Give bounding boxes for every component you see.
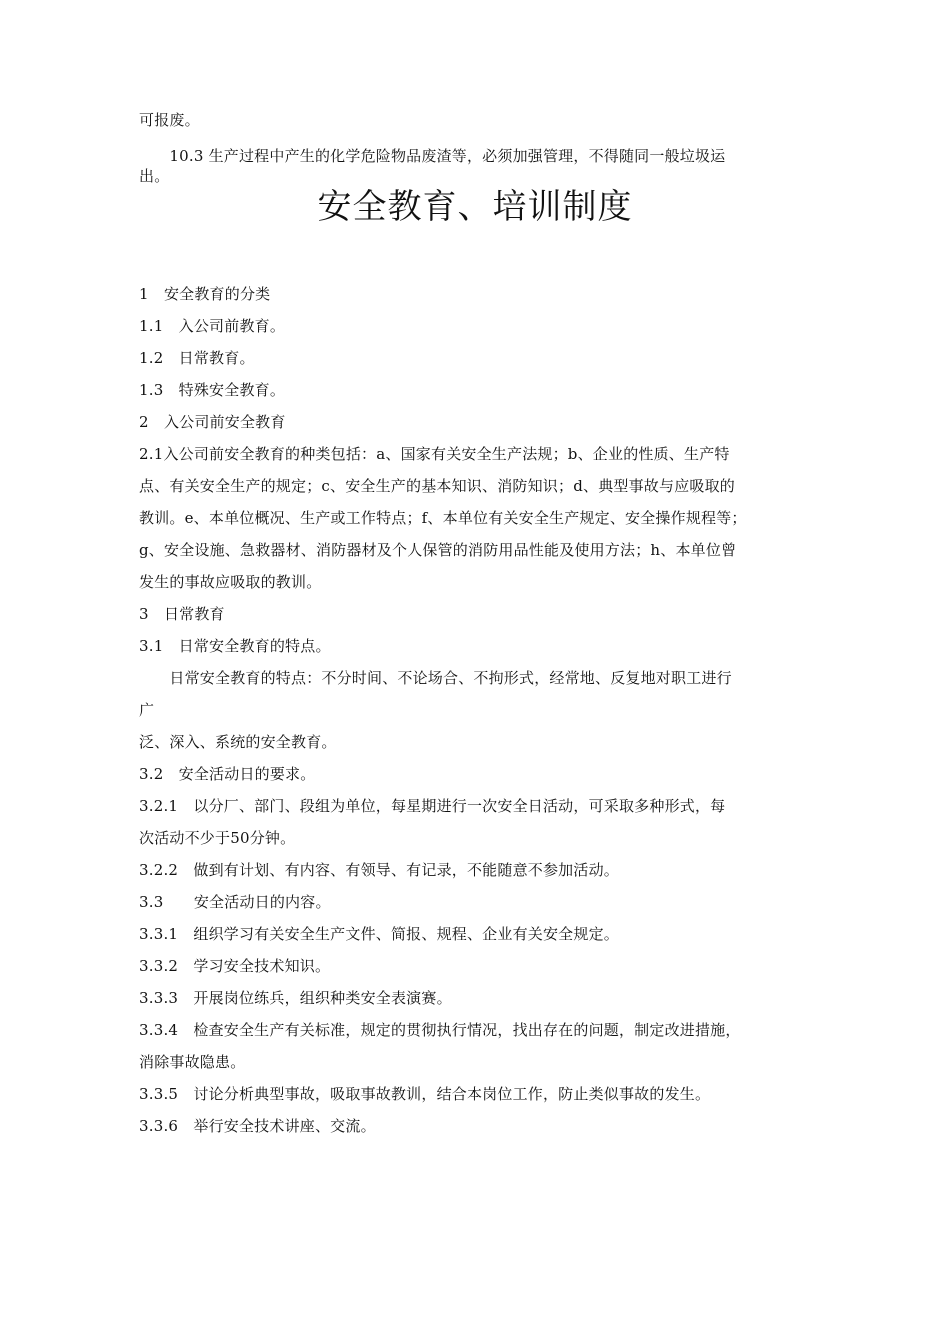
body-line: 次活动不少于50分钟。 — [139, 829, 296, 847]
body-line: g、安全设施、急救器材、消防器材及个人保管的消防用品性能及使用方法；h、本单位曾 — [139, 541, 737, 559]
body-line: 3 日常教育 — [139, 605, 225, 623]
body-line: 3.1 日常安全教育的特点。 — [139, 637, 331, 655]
body-line: 1.3 特殊安全教育。 — [139, 381, 286, 399]
body-line: 教训。e、本单位概况、生产或工作特点；f、本单位有关安全生产规定、安全操作规程等； — [139, 509, 747, 527]
document-title: 安全教育、培训制度 — [317, 187, 633, 227]
body-line: 发生的事故应吸取的教训。 — [139, 573, 322, 591]
body-line: 日常安全教育的特点：不分时间、不论场合、不拘形式，经常地、反复地对职工进行 — [139, 669, 732, 687]
body-line: 消除事故隐患。 — [139, 1053, 246, 1071]
body-line: 1 安全教育的分类 — [139, 285, 271, 303]
body-line: 3.3.2 学习安全技术知识。 — [139, 957, 331, 975]
body-line: 3.3.4 检查安全生产有关标准，规定的贯彻执行情况，找出存在的问题，制定改进措施， — [139, 1021, 741, 1039]
body-line: 3.3.1 组织学习有关安全生产文件、简报、规程、企业有关安全规定。 — [139, 925, 619, 943]
body-line: 1.1 入公司前教育。 — [139, 317, 286, 335]
body-line: 泛、深入、系统的安全教育。 — [139, 733, 337, 751]
body-line: 3.3.5 讨论分析典型事故，吸取事故教训，结合本岗位工作，防止类似事故的发生。 — [139, 1085, 711, 1103]
body-line: 3.2.2 做到有计划、有内容、有领导、有记录，不能随意不参加活动。 — [139, 861, 619, 879]
body-line: 1.2 日常教育。 — [139, 349, 255, 367]
body-line: 广 — [139, 701, 155, 719]
body-line: 3.2 安全活动日的要求。 — [139, 765, 316, 783]
body-line: 3.2.1 以分厂、部门、段组为单位，每星期进行一次安全日活动，可采取多种形式，每 — [139, 797, 726, 815]
prev-section-line: 10.3 生产过程中产生的化学危险物品废渣等，必须加强管理，不得随同一般垃圾运 — [139, 147, 726, 165]
body-line: 2 入公司前安全教育 — [139, 413, 286, 431]
prev-section-line: 可报废。 — [139, 111, 200, 129]
body-line: 3.3.6 举行安全技术讲座、交流。 — [139, 1117, 376, 1135]
body-line: 2.1入公司前安全教育的种类包括：a、国家有关安全生产法规；b、企业的性质、生产特 — [139, 445, 730, 463]
prev-section-line: 出。 — [139, 167, 170, 185]
body-line: 点、有关安全生产的规定；c、安全生产的基本知识、消防知识；d、典型事故与应吸取的 — [139, 477, 736, 495]
body-line: 3.3.3 开展岗位练兵，组织种类安全表演赛。 — [139, 989, 452, 1007]
body-line: 3.3 安全活动日的内容。 — [139, 893, 331, 911]
